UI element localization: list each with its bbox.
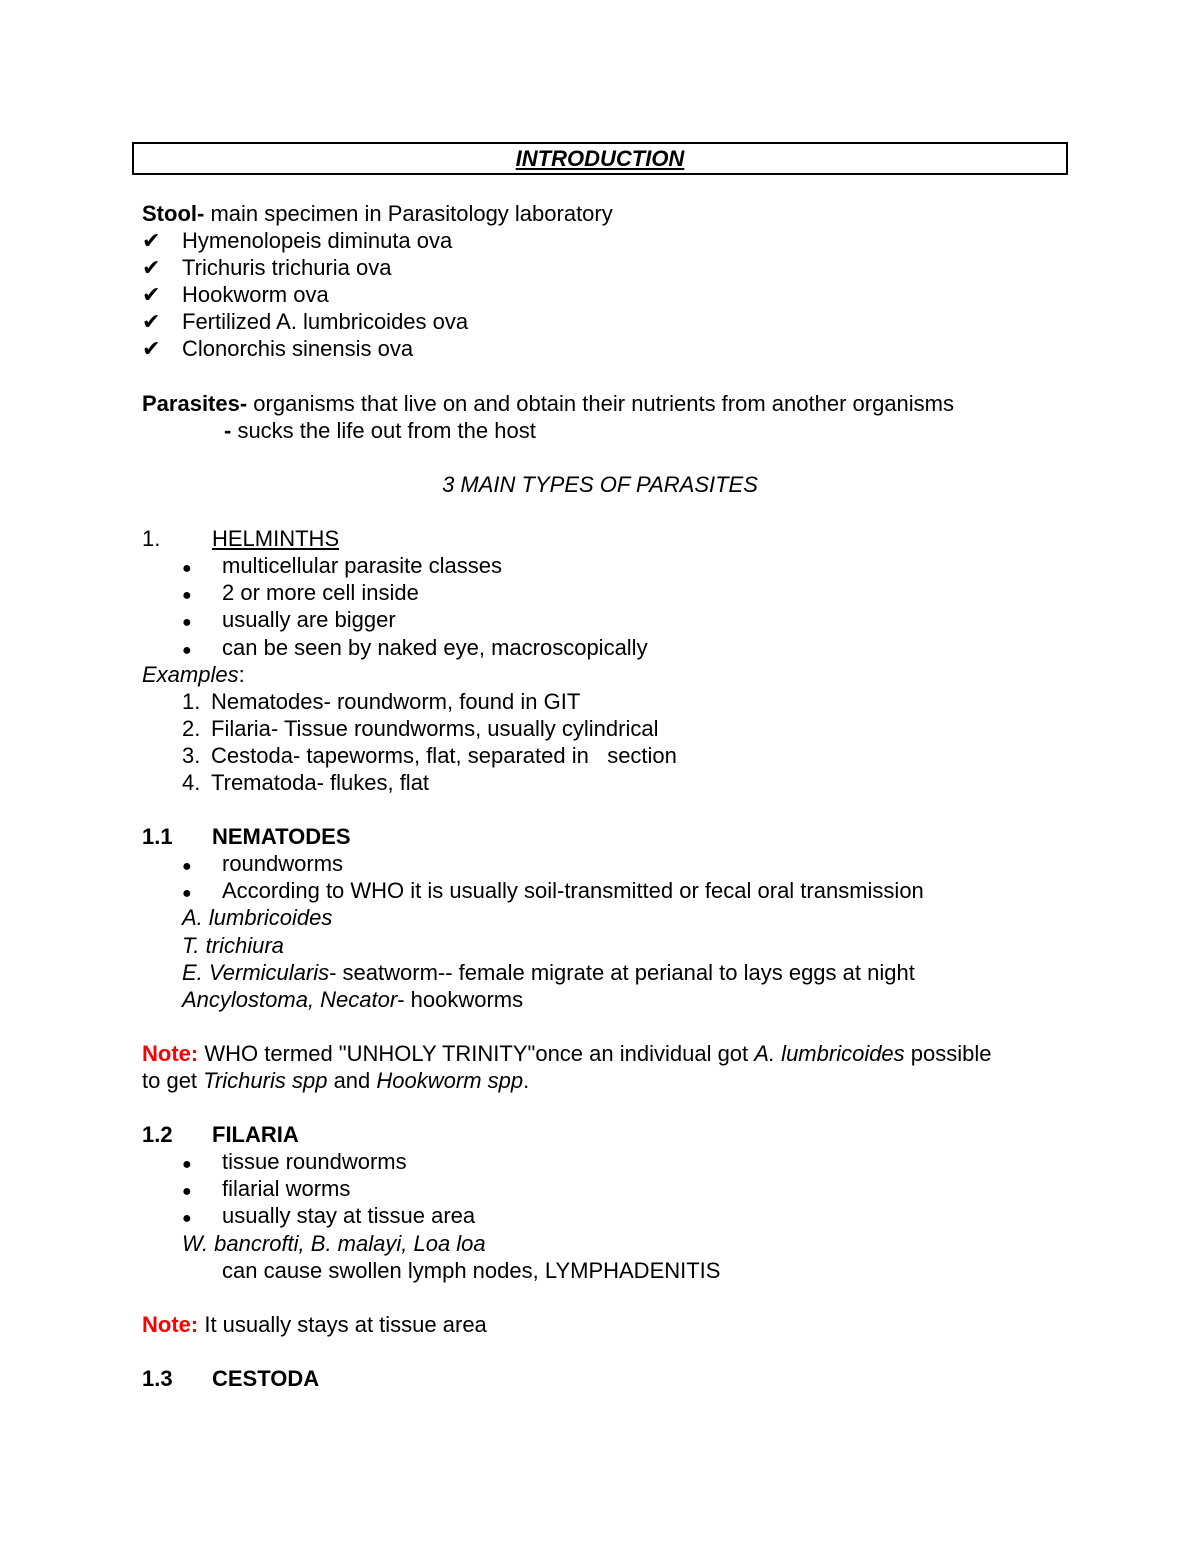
bullet-icon: ●	[182, 560, 192, 578]
note-continuation	[142, 1067, 1102, 1094]
example-text: Trematoda- flukes, flat	[211, 769, 430, 795]
bullet-icon: ●	[182, 587, 192, 605]
heading-label: FILARIA	[212, 1122, 299, 1148]
species-desc: - hookworms	[397, 986, 524, 1012]
check-icon: ✔	[142, 336, 161, 362]
example-number: 2.	[182, 715, 201, 741]
species-line: T. trichiura	[182, 932, 284, 958]
bullet-item	[142, 606, 1102, 633]
parasites-continuation	[142, 417, 1102, 444]
example-text: Filaria- Tissue roundworms, usually cylindrical	[211, 715, 659, 741]
bullet-icon: ●	[182, 858, 192, 876]
bullet-text: can be seen by naked eye, macroscopically	[222, 634, 648, 660]
stool-item-text: Fertilized A. lumbricoides ova	[182, 309, 469, 335]
title-box	[132, 142, 1068, 175]
cestoda-heading	[142, 1365, 1102, 1392]
example-item	[142, 769, 1102, 796]
example-text: Nematodes- roundworm, found in GIT	[211, 688, 581, 714]
stool-item-text: Hookworm ova	[182, 282, 329, 308]
heading-label: HELMINTHS	[212, 526, 340, 552]
note-text: .	[523, 1068, 530, 1093]
stool-item	[142, 227, 1102, 254]
note-label: Note:	[142, 1311, 199, 1337]
check-icon: ✔	[142, 228, 161, 254]
species-line: A. lumbricoides	[182, 905, 333, 931]
bullet-item	[142, 579, 1102, 606]
heading-number: 1.1	[142, 824, 173, 850]
examples-colon: :	[238, 661, 245, 687]
bullet-text: tissue roundworms	[222, 1149, 407, 1175]
stool-item	[142, 254, 1102, 281]
heading-number: 1.3	[142, 1366, 173, 1392]
bullet-icon: ●	[182, 885, 192, 903]
species-line: W. bancrofti, B. malayi, Loa loa	[182, 1230, 486, 1256]
parasites-continuation-text: sucks the life out from the host	[231, 417, 536, 443]
bullet-icon: ●	[182, 1156, 192, 1174]
examples-label	[142, 661, 1102, 688]
bullet-icon: ●	[182, 1210, 192, 1228]
species-desc: - seatworm-- female migrate at perianal to lays eggs at night	[329, 959, 915, 985]
document-body	[142, 200, 1102, 1392]
bullet-item	[142, 877, 1102, 904]
note	[142, 1311, 1102, 1338]
stool-item-text: Hymenolopeis diminuta ova	[182, 228, 453, 254]
note-italic: Hookworm spp	[376, 1068, 524, 1093]
nematodes-heading	[142, 823, 1102, 850]
note-italic: A. lumbricoides	[754, 1040, 905, 1066]
section-heading: 3 MAIN TYPES OF PARASITES	[442, 471, 758, 497]
examples-label-text: Examples	[142, 661, 239, 687]
bullet-item	[142, 552, 1102, 579]
effect-line: can cause swollen lymph nodes, LYMPHADENITIS	[222, 1257, 721, 1283]
bullet-text: filarial worms	[222, 1176, 351, 1202]
bullet-item	[142, 850, 1102, 877]
dash: -	[224, 417, 232, 443]
parasites-term: Parasites-	[142, 390, 248, 416]
bullet-text: 2 or more cell inside	[222, 580, 419, 606]
example-number: 3.	[182, 742, 201, 768]
example-item	[142, 742, 1102, 769]
note-text: to get	[142, 1068, 204, 1093]
bullet-text: roundworms	[222, 851, 344, 877]
stool-definition	[142, 200, 1102, 227]
bullet-icon: ●	[182, 1183, 192, 1201]
note-label: Note:	[142, 1040, 199, 1066]
note-text: It usually stays at tissue area	[198, 1311, 487, 1337]
stool-item	[142, 308, 1102, 335]
page-title: INTRODUCTION	[515, 146, 685, 171]
example-number: 1.	[182, 688, 201, 714]
stool-definition-text: main specimen in Parasitology laboratory	[204, 201, 613, 226]
bullet-text: usually are bigger	[222, 607, 396, 633]
note	[142, 1040, 1102, 1067]
stool-term: Stool-	[142, 201, 205, 226]
example-item	[142, 688, 1102, 715]
helminths-heading	[142, 525, 1102, 552]
check-icon: ✔	[142, 309, 161, 335]
stool-item	[142, 335, 1102, 362]
bullet-text: multicellular parasite classes	[222, 553, 502, 579]
heading-number: 1.2	[142, 1122, 173, 1148]
check-icon: ✔	[142, 255, 161, 281]
parasites-definition	[142, 390, 1102, 417]
bullet-text: usually stay at tissue area	[222, 1203, 476, 1229]
stool-item	[142, 281, 1102, 308]
example-text: Cestoda- tapeworms, flat, separated in section	[211, 742, 677, 768]
species-line	[142, 986, 1102, 1013]
example-number: 4.	[182, 769, 201, 795]
stool-item-text: Trichuris trichuria ova	[182, 255, 392, 281]
bullet-item	[142, 1202, 1102, 1229]
species-line	[142, 959, 1102, 986]
bullet-item	[142, 1148, 1102, 1175]
note-italic: Trichuris spp	[203, 1068, 328, 1093]
stool-item-text: Clonorchis sinensis ova	[182, 336, 414, 362]
species-name: E. Vermicularis	[182, 959, 330, 985]
heading-label: CESTODA	[212, 1366, 320, 1392]
bullet-icon: ●	[182, 614, 192, 632]
note-text: possible	[904, 1040, 992, 1066]
species-name: Ancylostoma, Necator	[182, 986, 398, 1012]
check-icon: ✔	[142, 282, 161, 308]
heading-number: 1.	[142, 526, 161, 552]
bullet-item	[142, 1175, 1102, 1202]
bullet-item	[142, 634, 1102, 661]
heading-label: NEMATODES	[212, 824, 351, 850]
bullet-icon: ●	[182, 641, 192, 659]
note-text: and	[327, 1068, 377, 1093]
bullet-text: According to WHO it is usually soil-transmitted or fecal oral transmission	[222, 878, 924, 904]
filaria-heading	[142, 1121, 1102, 1148]
note-text: WHO termed "UNHOLY TRINITY"once an individual got	[198, 1040, 755, 1066]
parasites-definition-text: organisms that live on and obtain their nutrients from another organisms	[247, 390, 955, 416]
example-item	[142, 715, 1102, 742]
